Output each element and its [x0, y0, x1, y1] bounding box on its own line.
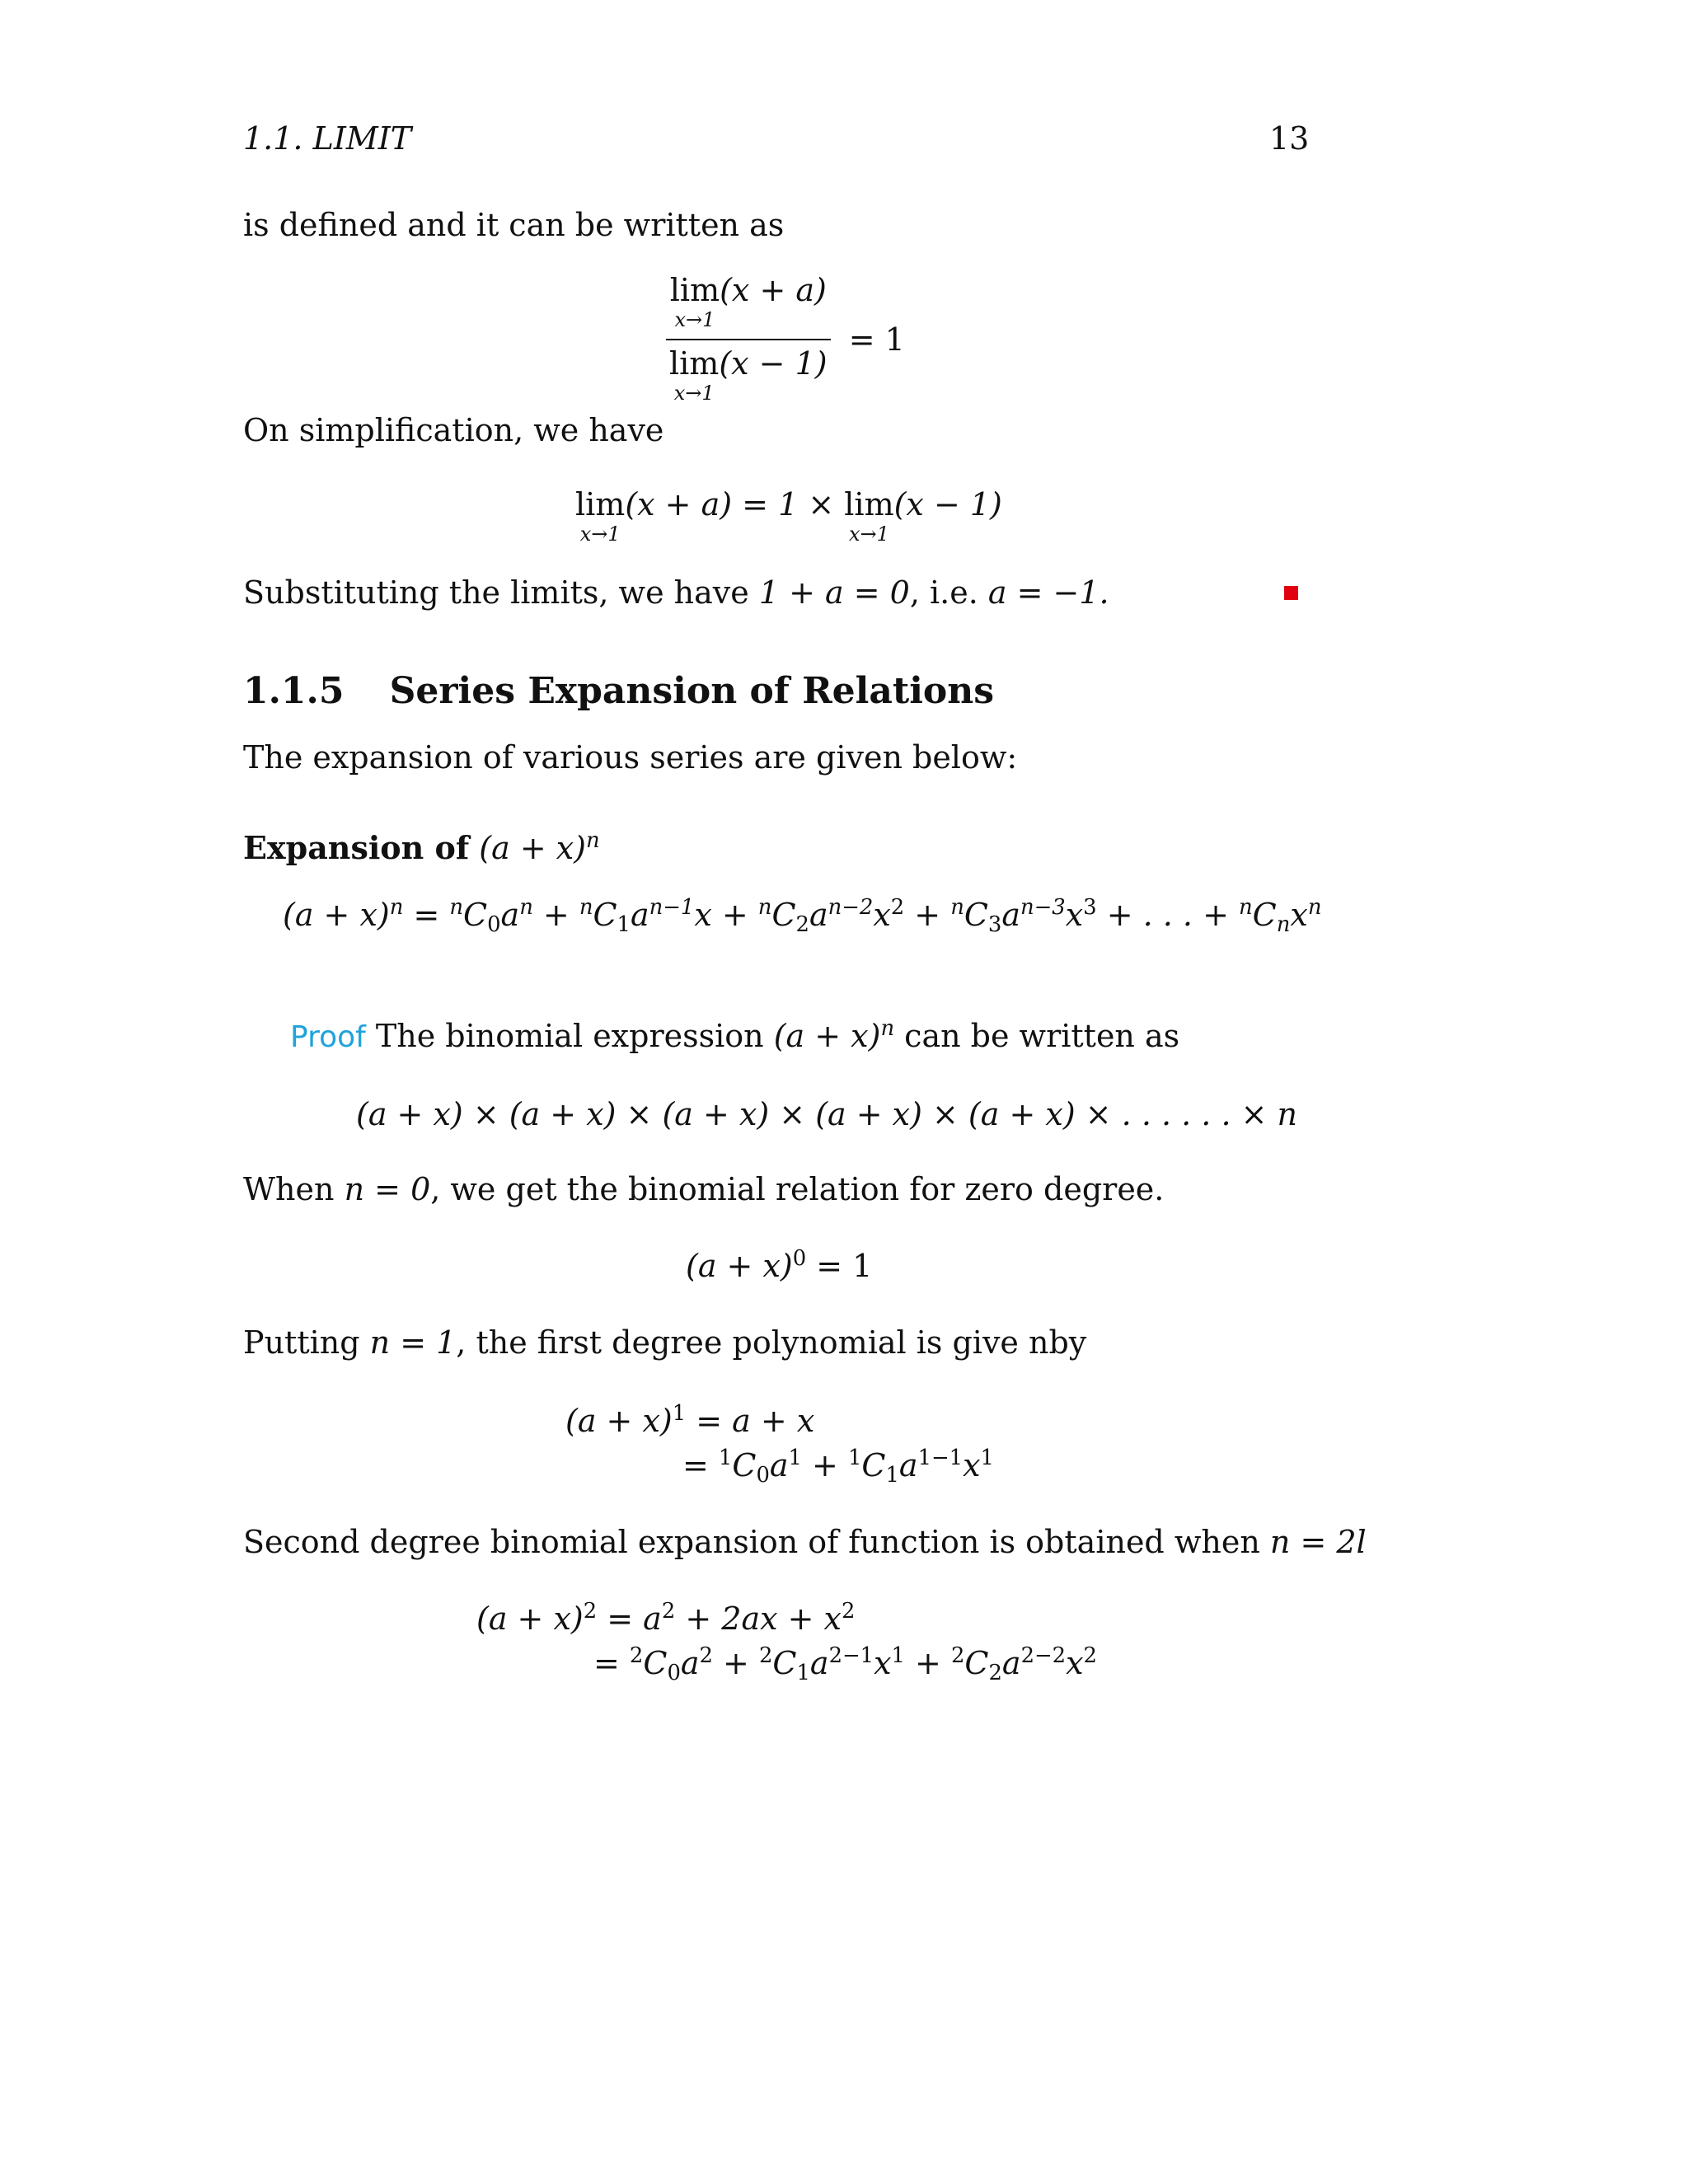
fraction-denominator: lim x→1 (x − 1)	[669, 345, 828, 405]
paragraph-first-degree: Putting n = 1, the first degree polynomial is give nby	[243, 1324, 1087, 1361]
section-heading	[243, 670, 994, 712]
paragraph-substituting: Substituting the limits, we have 1 + a = 0, i.e. a = −1.	[243, 574, 1109, 611]
proof-label: Proof	[290, 1020, 366, 1054]
lim-operator: lim x→1	[669, 272, 720, 331]
equation-binomial-expansion: $(a + x)^n = ^nC_0a^n + ^nC_1a^{n-1}x + ^nC_2a^{n-2}x^2 + ^nC_3a^{n-3}x^3$ + . . . + $^nC_nx^n$	[283, 894, 1322, 938]
page-number: 13	[1269, 120, 1310, 157]
fraction-rhs: = 1	[848, 321, 905, 358]
equation-first-degree-line1: $(a + x)^1 = a + x$	[565, 1400, 815, 1439]
equation-zero-degree: $(a + x)^0 = 1$	[686, 1245, 873, 1284]
lim-operator: lim x→1	[844, 486, 894, 546]
paragraph-zero-degree: When n = 0, we get the binomial relation for zero degree.	[243, 1171, 1165, 1207]
lim-operator: lim x→1	[575, 486, 626, 546]
paragraph-second-degree: Second degree binomial expansion of function is obtained when n = 2l	[243, 1524, 1367, 1560]
running-header: 1.1. LIMIT	[243, 120, 412, 157]
paragraph-defined: is defined and it can be written as	[243, 207, 785, 243]
equation-first-degree-line2: = $^1C_0a^1 + ^1C_1a^{1-1}x^1$	[682, 1445, 994, 1488]
expansion-heading: Expansion of $(a + x)^n$	[243, 827, 600, 866]
paragraph-intro: The expansion of various series are given below:	[243, 739, 1018, 776]
fraction-bar	[666, 339, 831, 340]
equation-limit-fraction	[666, 272, 905, 407]
equation-product-expansion: (a + x) × (a + x) × (a + x) × (a + x) × (a + x) × . . . . . . × n	[356, 1096, 1298, 1132]
section-number: 1.1.5	[243, 670, 345, 712]
qed-square	[1284, 586, 1298, 600]
lim-operator: lim x→1	[669, 345, 720, 405]
section-title: Series Expansion of Relations	[389, 670, 995, 712]
equation-simplified-limit: lim x→1 (x + a) = 1 × lim x→1 (x − 1)	[575, 486, 1002, 546]
limit-fraction	[666, 272, 831, 407]
equation-second-degree-line1: $(a + x)^2 = a^2 + 2ax + x^2$	[476, 1598, 856, 1637]
paragraph-simplification: On simplification, we have	[243, 412, 664, 448]
equation-second-degree-line2: = $^2C_0a^2 + ^2C_1a^{2-1}x^1 + ^2C_2a^{2-2}x^2$	[593, 1643, 1097, 1686]
proof-paragraph: Proof The binomial expression $(a + x)^n$ can be written as	[290, 1015, 1180, 1054]
fraction-numerator: lim x→1 (x + a)	[669, 272, 827, 331]
